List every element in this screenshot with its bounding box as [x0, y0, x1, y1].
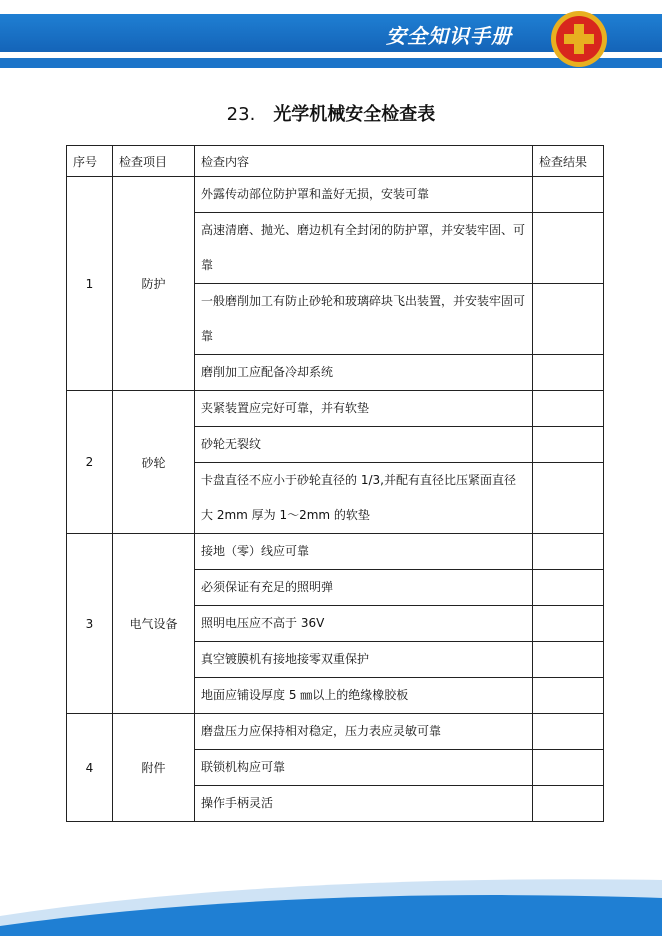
header-content: 检查内容	[195, 146, 533, 177]
page-title-text: 光学机械安全检查表	[273, 104, 436, 125]
table-row	[67, 714, 604, 750]
row-content: 卡盘直径不应小于砂轮直径的 1/3,并配有直径比压紧面直径大 2mm 厚为 1～2mm 的软垫	[195, 463, 533, 534]
result-cell	[533, 642, 604, 678]
result-cell	[533, 714, 604, 750]
footer-wave	[0, 868, 662, 936]
table-row	[67, 534, 604, 570]
row-content: 磨盘压力应保持相对稳定，压力表应灵敏可靠	[195, 714, 533, 750]
result-cell	[533, 177, 604, 213]
row-content: 磨削加工应配备冷却系统	[195, 355, 533, 391]
row-content: 地面应铺设厚度 5 ㎜以上的绝缘橡胶板	[195, 678, 533, 714]
row-item: 附件	[113, 714, 195, 822]
row-content: 必须保证有充足的照明弹	[195, 570, 533, 606]
row-item: 砂轮	[113, 391, 195, 534]
result-cell	[533, 786, 604, 822]
result-cell	[533, 213, 604, 284]
row-content: 操作手柄灵活	[195, 786, 533, 822]
result-cell	[533, 678, 604, 714]
row-no: 1	[67, 177, 113, 391]
row-item: 电气设备	[113, 534, 195, 714]
result-cell	[533, 463, 604, 534]
result-cell	[533, 534, 604, 570]
table-row	[67, 391, 604, 427]
table-row	[67, 177, 604, 213]
row-content: 接地（零）线应可靠	[195, 534, 533, 570]
row-content: 真空镀膜机有接地接零双重保护	[195, 642, 533, 678]
result-cell	[533, 391, 604, 427]
row-content: 照明电压应不高于 36V	[195, 606, 533, 642]
header-item: 检查项目	[113, 146, 195, 177]
checklist-table	[66, 145, 604, 822]
row-content: 一般磨削加工有防止砂轮和玻璃碎块飞出装置，并安装牢固可靠	[195, 284, 533, 355]
page-title	[0, 100, 662, 126]
row-no: 3	[67, 534, 113, 714]
row-no: 4	[67, 714, 113, 822]
header-no: 序号	[67, 146, 113, 177]
row-item: 防护	[113, 177, 195, 391]
row-content: 联锁机构应可靠	[195, 750, 533, 786]
result-cell	[533, 355, 604, 391]
result-cell	[533, 284, 604, 355]
safety-emblem-icon	[548, 8, 610, 70]
row-no: 2	[67, 391, 113, 534]
header-result: 检查结果	[533, 146, 604, 177]
row-content: 外露传动部位防护罩和盖好无损，安装可靠	[195, 177, 533, 213]
row-content: 夹紧装置应完好可靠，并有软垫	[195, 391, 533, 427]
result-cell	[533, 606, 604, 642]
row-content: 砂轮无裂纹	[195, 427, 533, 463]
result-cell	[533, 750, 604, 786]
header-title: 安全知识手册	[386, 24, 512, 48]
result-cell	[533, 570, 604, 606]
row-content: 高速清磨、抛光、磨边机有全封闭的防护罩，并安装牢固、可靠	[195, 213, 533, 284]
result-cell	[533, 427, 604, 463]
table-header-row	[67, 146, 604, 177]
page-number: 23.	[226, 104, 256, 125]
